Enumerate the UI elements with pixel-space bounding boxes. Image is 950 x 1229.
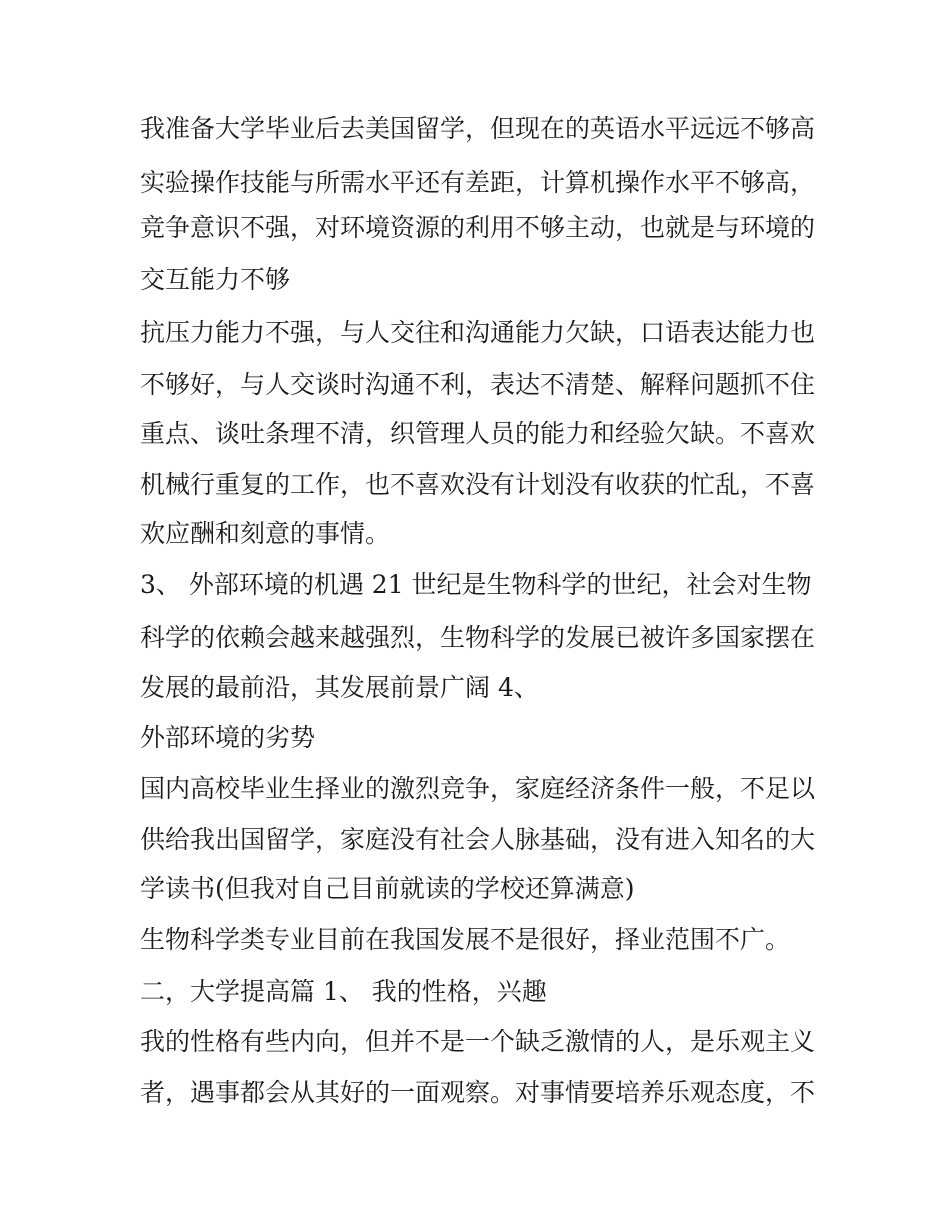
text-line: 国内高校毕业生择业的激烈竞争，家庭经济条件一般，不足以 [140,774,816,803]
text-line: 欢应酬和刻意的事情。 [140,519,391,548]
text-line: 交互能力不够 [140,265,291,294]
text-line: 竞争意识不强，对环境资源的利用不够主动，也就是与环境的 [140,213,816,242]
text-line: 机械行重复的工作，也不喜欢没有计划没有收获的忙乱，不喜 [140,470,816,499]
text-line: 抗压力能力不强，与人交往和沟通能力欠缺，口语表达能力也 [140,318,816,347]
text-line: 重点、谈吐条理不清，织管理人员的能力和经验欠缺。不喜欢 [140,419,816,448]
text-line: 我准备大学毕业后去美国留学，但现在的英语水平远远不够高 [140,114,816,143]
text-line: 生物科学类专业目前在我国发展不是很好，择业范围不广。 [140,925,791,954]
text-line: 二，大学提高篇 1、 我的性格，兴趣 [140,977,547,1006]
text-line: 不够好，与人交谈时沟通不利，表达不清楚、解释问题抓不住 [140,370,816,399]
text-line: 供给我出国留学，家庭没有社会人脉基础，没有进入知名的大 [140,825,816,854]
text-line: 者，遇事都会从其好的一面观察。对事情要培养乐观态度，不 [140,1078,816,1107]
text-line: 3、 外部环境的机遇 21 世纪是生物科学的世纪，社会对生物 [140,570,812,599]
text-line: 外部环境的劣势 [140,723,316,752]
text-line: 我的性格有些内向，但并不是一个缺乏激情的人，是乐观主义 [140,1027,816,1056]
text-line: 实验操作技能与所需水平还有差距，计算机操作水平不够高， [140,168,816,197]
text-line: 学读书(但我对自己目前就读的学校还算满意) [140,874,635,903]
text-line: 科学的依赖会越来越强烈，生物科学的发展已被许多国家摆在 [140,623,816,652]
text-line: 发展的最前沿，其发展前景广阔 4、 [140,673,539,702]
